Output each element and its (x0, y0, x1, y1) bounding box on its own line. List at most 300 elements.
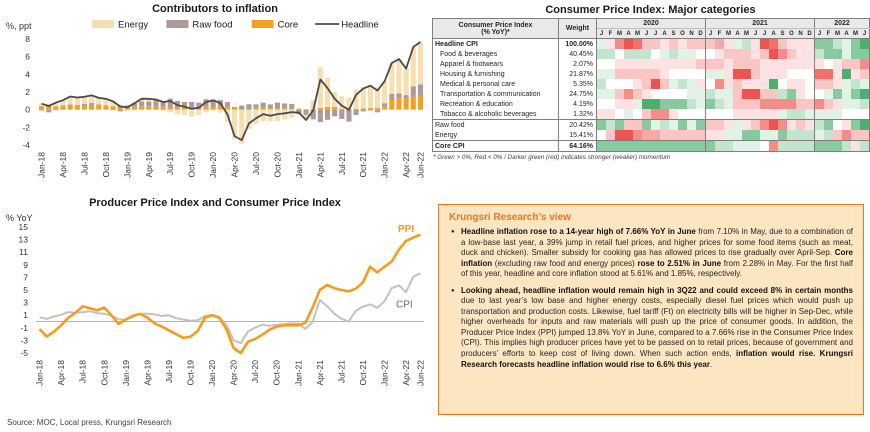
heatmap-cell (724, 69, 733, 79)
svg-text:Apr-22: Apr-22 (401, 152, 412, 178)
heatmap-cell (796, 141, 805, 152)
svg-text:Jul-19: Jul-19 (163, 360, 174, 384)
heatmap-cell (715, 49, 724, 59)
heatmap-cell (642, 79, 651, 89)
heatmap-cell (742, 109, 751, 120)
heatmap-cell (724, 59, 733, 69)
heatmap-cell (624, 130, 633, 141)
table-row (433, 89, 870, 99)
heatmap-cell (669, 141, 678, 152)
table-row (433, 79, 870, 89)
heatmap-cell (851, 59, 860, 69)
row-label: Core CPI (433, 141, 559, 152)
heatmap-cell (597, 120, 607, 131)
svg-text:Apr-18: Apr-18 (58, 152, 69, 178)
heatmap-cell (842, 130, 851, 141)
heatmap-cell (787, 109, 796, 120)
svg-text:Jan-18: Jan-18 (36, 152, 47, 178)
heatmap-cell (760, 49, 769, 59)
contributors-chart-title: Contributors to inflation (152, 3, 278, 15)
heatmap-cell (715, 79, 724, 89)
heatmap-cell (860, 109, 870, 120)
svg-text:Energy: Energy (118, 19, 149, 31)
heatmap-cell (851, 79, 860, 89)
heatmap-cell (715, 69, 724, 79)
heatmap-cell (687, 59, 696, 69)
month-header: A (842, 29, 851, 39)
heatmap-cell (633, 49, 642, 59)
heatmap-cell (606, 120, 615, 131)
svg-text:0: 0 (25, 104, 30, 115)
month-header: J (760, 29, 769, 39)
svg-text:Oct-20: Oct-20 (272, 152, 283, 178)
research-view-bullets (449, 227, 853, 370)
row-label: Energy (433, 130, 559, 141)
heatmap-cell (633, 99, 642, 109)
table-row (433, 120, 870, 131)
heatmap-cell (678, 130, 687, 141)
svg-text:Jul-21: Jul-21 (336, 360, 347, 384)
svg-text:Jan-22: Jan-22 (379, 152, 390, 178)
ppi-cpi-chart-title: Producer Price Index and Consumer Price Index (89, 197, 341, 209)
heatmap-cell (715, 99, 724, 109)
table-row (433, 109, 870, 120)
heatmap-cell (796, 130, 805, 141)
svg-text:9: 9 (23, 259, 28, 270)
source-note: Source: MOC, Local press, Krungsri Research (7, 418, 172, 427)
heatmap-cell (742, 141, 751, 152)
heatmap-cell (696, 130, 706, 141)
heatmap-cell (696, 49, 706, 59)
heatmap-cell (805, 120, 815, 131)
heatmap-cell (860, 69, 870, 79)
heatmap-cell (651, 59, 660, 69)
heatmap-cell (724, 120, 733, 131)
heatmap-cell (760, 120, 769, 131)
heatmap-cell (824, 39, 833, 50)
heatmap-cell (651, 89, 660, 99)
heatmap-cell (833, 89, 842, 99)
heatmap-cell (824, 109, 833, 120)
heatmap-cell (833, 49, 842, 59)
heatmap-cell (824, 130, 833, 141)
heatmap-cell (733, 141, 742, 152)
heatmap-cell (706, 59, 716, 69)
heatmap-cell (642, 141, 651, 152)
month-header: J (651, 29, 660, 39)
heatmap-cell (642, 109, 651, 120)
heatmap-cell (805, 130, 815, 141)
heatmap-cell (860, 120, 870, 131)
heatmap-cell (696, 99, 706, 109)
heatmap-cell (824, 59, 833, 69)
svg-text:Apr-22: Apr-22 (401, 360, 412, 386)
svg-text:Apr-19: Apr-19 (143, 152, 154, 178)
row-label: Housing & furnishing (433, 69, 559, 79)
heatmap-cell (606, 99, 615, 109)
heatmap-cell (660, 99, 669, 109)
heatmap-cell (824, 79, 833, 89)
heatmap-cell (778, 109, 787, 120)
heatmap-cell (796, 69, 805, 79)
heatmap-cell (769, 59, 778, 69)
heatmap-cell (796, 99, 805, 109)
svg-text:Apr-20: Apr-20 (228, 360, 239, 386)
heatmap-cell (706, 99, 716, 109)
heatmap-cell (787, 69, 796, 79)
heatmap-cell (642, 49, 651, 59)
svg-text:Jun-22: Jun-22 (415, 152, 426, 178)
heatmap-cell (787, 49, 796, 59)
heatmap-cell (624, 59, 633, 69)
svg-text:Apr-20: Apr-20 (229, 152, 240, 178)
heatmap-cell (787, 130, 796, 141)
heatmap-cell (769, 130, 778, 141)
heatmap-cell (842, 39, 851, 50)
heatmap-cell (669, 49, 678, 59)
heatmap-cell (769, 39, 778, 50)
heatmap-cell (860, 99, 870, 109)
heatmap-cell (651, 141, 660, 152)
heatmap-cell (669, 79, 678, 89)
heatmap-cell (760, 79, 769, 89)
heatmap-cell (651, 109, 660, 120)
svg-text:Apr-21: Apr-21 (315, 152, 326, 178)
heatmap-cell (615, 49, 624, 59)
heatmap-cell (815, 49, 825, 59)
heatmap-cell (787, 99, 796, 109)
heatmap-cell (824, 120, 833, 131)
year-header: 2020 (597, 19, 706, 29)
month-header: D (696, 29, 706, 39)
heatmap-cell (615, 141, 624, 152)
heatmap-cell (778, 39, 787, 50)
month-header: O (787, 29, 796, 39)
heatmap-cell (597, 39, 607, 50)
month-header: M (853, 30, 858, 37)
svg-text:Oct-20: Oct-20 (271, 360, 282, 386)
heatmap-cell (651, 39, 660, 50)
svg-text:Jan-19: Jan-19 (122, 152, 133, 178)
heatmap-cell (706, 89, 716, 99)
heatmap-cell (715, 141, 724, 152)
heatmap-cell (805, 109, 815, 120)
heatmap-cell (724, 89, 733, 99)
ppi-label: PPI (398, 224, 415, 236)
svg-text:Jul-21: Jul-21 (336, 152, 347, 176)
heatmap-footnote: * Green > 0%, Red < 0% / Darker green (red) indicates stronger (weaker) momentum (433, 154, 671, 161)
heatmap-cell (706, 130, 716, 141)
heatmap-cell (678, 89, 687, 99)
month-header: D (805, 29, 815, 39)
svg-text:Jan-20: Jan-20 (208, 152, 219, 178)
svg-text:Raw food: Raw food (192, 19, 233, 31)
heatmap-cell (769, 49, 778, 59)
row-label: Apparel & footwears (433, 59, 559, 69)
heatmap-cell (778, 120, 787, 131)
heatmap-cell (642, 99, 651, 109)
svg-text:Jan-18: Jan-18 (34, 360, 45, 386)
svg-text:Jul-20: Jul-20 (250, 360, 261, 384)
heatmap-cell (687, 89, 696, 99)
heatmap-cell (696, 79, 706, 89)
heatmap-cell (751, 109, 760, 120)
heatmap-cell (733, 130, 742, 141)
heatmap-cell (669, 59, 678, 69)
table-row (433, 99, 870, 109)
heatmap-cell (633, 69, 642, 79)
heatmap-cell (606, 109, 615, 120)
month-header: M (835, 30, 840, 37)
heatmap-cell (860, 130, 870, 141)
heatmap-cell (751, 69, 760, 79)
row-label: Tobacco & alcoholic beverages (433, 109, 559, 120)
heatmap-cell (678, 49, 687, 59)
legend-item (92, 20, 148, 31)
heatmap-cell (724, 141, 733, 152)
heatmap-cell (678, 79, 687, 89)
heatmap-cell (624, 69, 633, 79)
heatmap-cell (642, 39, 651, 50)
heatmap-cell (696, 69, 706, 79)
heatmap-cell (787, 120, 796, 131)
heatmap-cell (606, 79, 615, 89)
heatmap-cell (796, 79, 805, 89)
heatmap-cell (715, 59, 724, 69)
heatmap-cell (660, 109, 669, 120)
row-weight: 20.42% (559, 120, 597, 131)
svg-text:Oct-18: Oct-18 (99, 360, 110, 386)
heatmap-cell (651, 49, 660, 59)
heatmap-cell (796, 49, 805, 59)
heatmap-cell (606, 59, 615, 69)
heatmap-cell (851, 69, 860, 79)
heatmap-cell (842, 109, 851, 120)
row-weight: 40.45% (559, 49, 597, 59)
row-weight: 5.35% (559, 79, 597, 89)
heatmap-cell (624, 109, 633, 120)
cpi-heatmap-panel (431, 0, 870, 196)
year-header: 2022 (815, 19, 870, 29)
heatmap-cell (696, 59, 706, 69)
heatmap-cell (615, 130, 624, 141)
month-header: M (617, 30, 622, 37)
heatmap-cell (815, 120, 825, 131)
ppi-cpi-chart-panel (0, 194, 430, 412)
heatmap-cell (742, 39, 751, 50)
heatmap-cell (642, 59, 651, 69)
table-row (433, 130, 870, 141)
svg-text:-1: -1 (20, 322, 28, 333)
heatmap-cell (805, 99, 815, 109)
heatmap-cell (624, 89, 633, 99)
heatmap-cell (706, 120, 716, 131)
heatmap-cell (833, 39, 842, 50)
heatmap-cell (624, 99, 633, 109)
table-row (433, 39, 870, 50)
heatmap-cell (606, 39, 615, 50)
legend-item (252, 20, 299, 31)
row-weight: 15.41% (559, 130, 597, 141)
heatmap-cell (842, 89, 851, 99)
heatmap-cell (851, 141, 860, 152)
heatmap-cell (815, 59, 825, 69)
heatmap-cell (724, 130, 733, 141)
heatmap-cell (660, 69, 669, 79)
heatmap-cell (633, 59, 642, 69)
heatmap-cell (696, 39, 706, 50)
svg-text:-5: -5 (20, 348, 28, 358)
heatmap-cell (633, 120, 642, 131)
heatmap-cell (742, 99, 751, 109)
heatmap-cell (633, 79, 642, 89)
heatmap-cell (760, 59, 769, 69)
month-header: J (706, 29, 716, 39)
svg-text:Jan-21: Jan-21 (293, 360, 304, 386)
heatmap-cell (842, 120, 851, 131)
heatmap-cell (824, 141, 833, 152)
heatmap-cell (733, 79, 742, 89)
heatmap-cell (624, 49, 633, 59)
heatmap-cell (805, 69, 815, 79)
heatmap-cell (706, 69, 716, 79)
row-weight: 2.07% (559, 59, 597, 69)
heatmap-cell (706, 109, 716, 120)
research-view-box (438, 204, 864, 415)
svg-text:3: 3 (23, 297, 28, 308)
heatmap-cell (751, 39, 760, 50)
heatmap-cell (778, 69, 787, 79)
heatmap-cell (860, 59, 870, 69)
bullet-text: Headline inflation rose to a 14-year high of 7.66% YoY in June from 7.10% in May, due to a combination of a low-base last year, a 39% jump in retail fuel prices, and higher prices for some food items (such as meat, duck and chicken). Smaller subsidy for cooking gas has allowed prices to rise gradually over April-Sep. Core inflation (excluding raw food and energy prices) rose to 2.51% in June from 2.28% in May. For the first half of this year, headline and core inflation stood at 5.61% and 1.85%, respectively. (461, 227, 854, 279)
ppi-cpi-chart (0, 209, 430, 409)
year-header: 2021 (706, 19, 815, 29)
heatmap-cell (851, 89, 860, 99)
heatmap-cell (742, 69, 751, 79)
heatmap-cell (742, 120, 751, 131)
svg-text:15: 15 (18, 222, 28, 232)
heatmap-cell (769, 109, 778, 120)
heatmap-cell (687, 109, 696, 120)
heatmap-cell (815, 89, 825, 99)
legend-item (166, 20, 232, 31)
svg-text:Oct-21: Oct-21 (358, 152, 369, 178)
heatmap-cell (751, 59, 760, 69)
heatmap-cell (660, 130, 669, 141)
view-bullet (449, 227, 853, 280)
heatmap-cell (805, 79, 815, 89)
month-header: F (715, 29, 724, 39)
ppi-line (40, 235, 421, 353)
heatmap-cell (678, 69, 687, 79)
heatmap-cell (833, 130, 842, 141)
row-weight: 1.32% (559, 109, 597, 120)
svg-text:1: 1 (23, 310, 28, 321)
month-header: J (751, 29, 760, 39)
heatmap-cell (796, 120, 805, 131)
month-header: A (660, 29, 669, 39)
heatmap-cell (633, 109, 642, 120)
heatmap-cell (742, 59, 751, 69)
heatmap-cell (851, 49, 860, 59)
heatmap-cell (615, 59, 624, 69)
svg-text:Oct-21: Oct-21 (357, 360, 368, 386)
heatmap-cell (760, 39, 769, 50)
month-header: S (669, 29, 678, 39)
heatmap-cell (842, 141, 851, 152)
heatmap-cell (833, 99, 842, 109)
heatmap-cell (678, 141, 687, 152)
month-header: M (635, 30, 640, 37)
heatmap-cell (733, 109, 742, 120)
heatmap-cell (660, 141, 669, 152)
heatmap-cell (615, 89, 624, 99)
heatmap-cell (597, 59, 607, 69)
heatmap-cell (642, 120, 651, 131)
heatmap-cell (696, 141, 706, 152)
heatmap-cell (724, 49, 733, 59)
heatmap-cell (769, 69, 778, 79)
heatmap-cell (824, 89, 833, 99)
heatmap-cell (715, 89, 724, 99)
row-weight: 4.19% (559, 99, 597, 109)
heatmap-cell (787, 59, 796, 69)
bullet-dot: ● (451, 229, 455, 235)
heatmap-cell (833, 79, 842, 89)
heatmap-cell (860, 89, 870, 99)
svg-text:-4: -4 (22, 140, 30, 150)
svg-text:Headline: Headline (341, 19, 379, 31)
heatmap-cell (742, 49, 751, 59)
row-label: Food & beverages (433, 49, 559, 59)
heatmap-cell (615, 39, 624, 50)
month-header: F (606, 29, 615, 39)
svg-text:Jan-22: Jan-22 (379, 360, 390, 386)
heatmap-cell (633, 141, 642, 152)
heatmap-cell (724, 109, 733, 120)
heatmap-cell (642, 69, 651, 79)
svg-text:Core: Core (277, 19, 299, 31)
heatmap-cell (669, 99, 678, 109)
cpi-heatmap (432, 18, 870, 152)
heatmap-cell (787, 39, 796, 50)
heatmap-cell (597, 79, 607, 89)
heatmap-cell (660, 49, 669, 59)
heatmap-cell (769, 141, 778, 152)
heatmap-cell (778, 59, 787, 69)
heatmap-cell (724, 99, 733, 109)
heatmap-cell (715, 120, 724, 131)
month-header: A (624, 29, 633, 39)
heatmap-cell (851, 130, 860, 141)
heatmap-cell (842, 99, 851, 109)
heatmap-cell (687, 130, 696, 141)
heatmap-cell (624, 120, 633, 131)
heatmap-cell (724, 39, 733, 50)
heatmap-cell (687, 120, 696, 131)
heatmap-cell (597, 99, 607, 109)
heatmap-cell (815, 39, 825, 50)
row-label: Headline CPI (433, 39, 559, 50)
month-header: O (678, 29, 687, 39)
cpi-heatmap-table (431, 18, 870, 152)
heatmap-cell (815, 69, 825, 79)
heatmap-cell (815, 99, 825, 109)
contributors-chart-panel (0, 0, 430, 194)
svg-text:Jan-19: Jan-19 (120, 360, 131, 386)
heatmap-cell (851, 120, 860, 131)
heatmap-cell (860, 49, 870, 59)
